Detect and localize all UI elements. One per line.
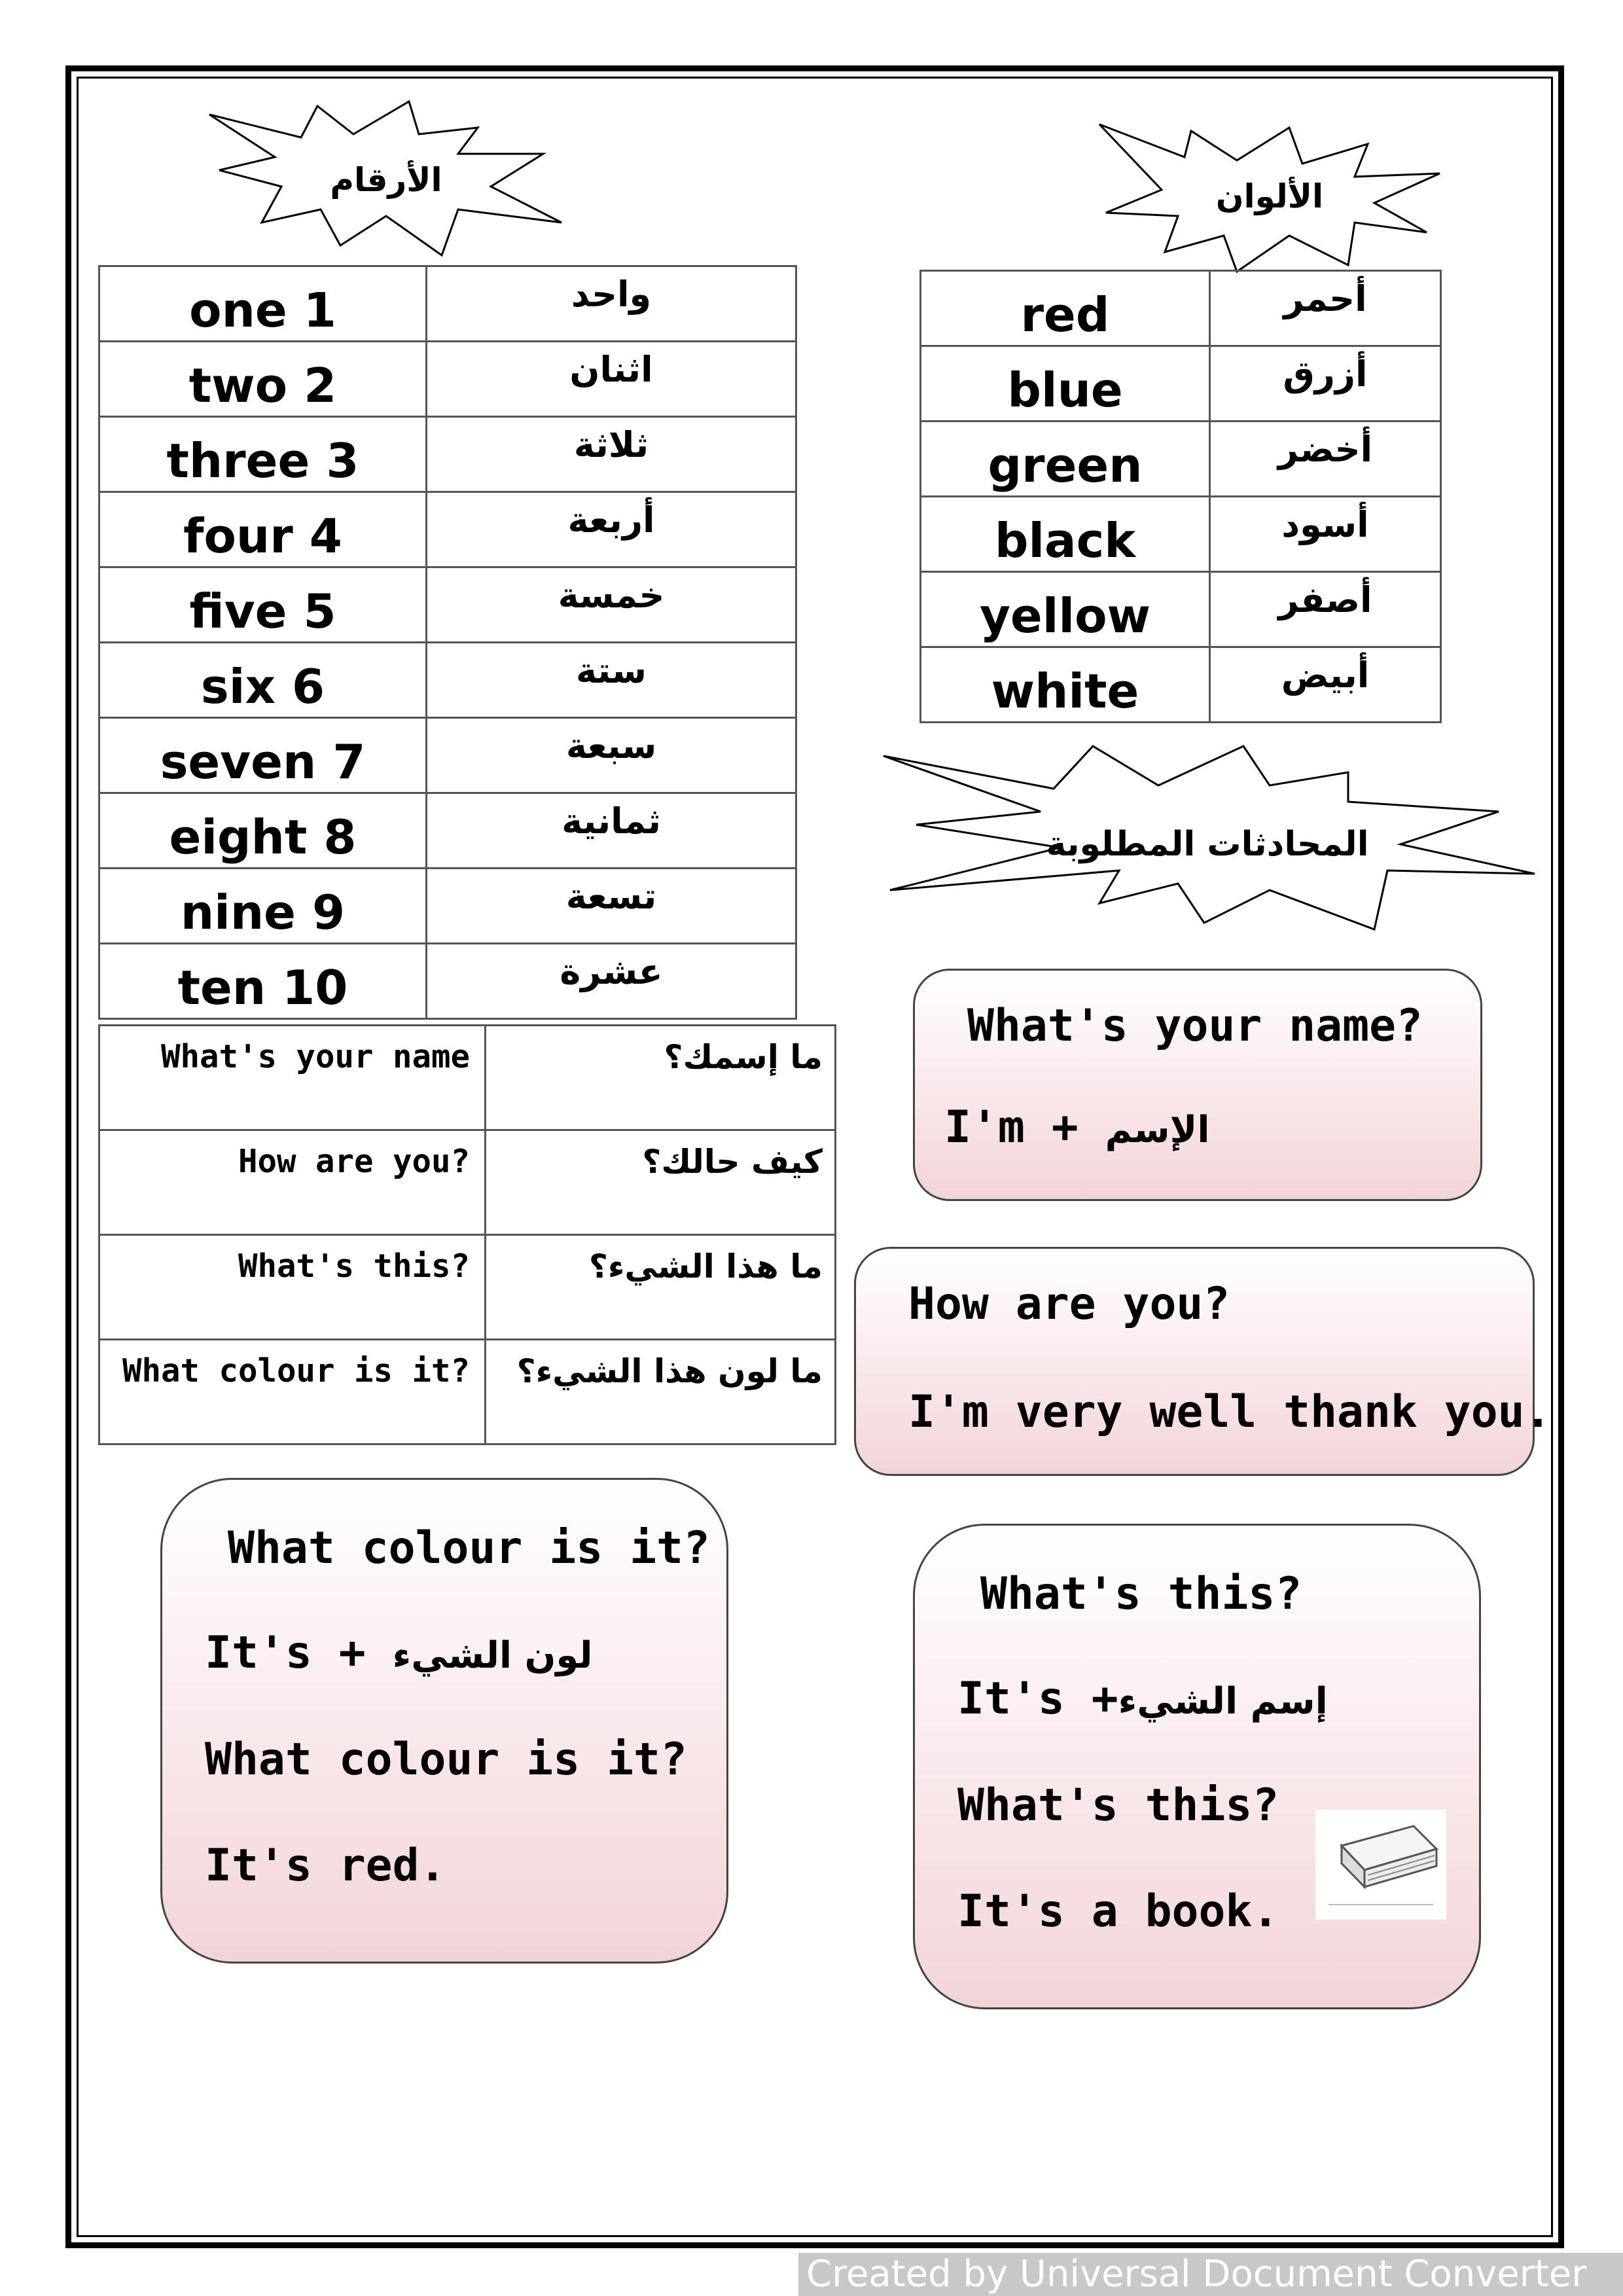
arabic-cell: تسعة [427, 869, 796, 944]
example-question: What's this? [957, 1780, 1279, 1831]
english-question-cell: What's your name [99, 1026, 486, 1130]
this-dialogue-bubble [913, 1524, 1481, 2009]
colours-table [919, 270, 1442, 723]
english-question-cell: What colour is it? [99, 1340, 486, 1444]
pattern-arabic: لون الشيء [392, 1634, 593, 1677]
table-row [99, 793, 796, 869]
table-row [99, 342, 796, 417]
bubble-pattern [205, 1627, 593, 1679]
table-row [99, 718, 796, 793]
name-dialogue-bubble [913, 969, 1482, 1201]
numbers-table [98, 265, 797, 1020]
table-row [99, 1340, 836, 1444]
bubble-question: What colour is it? [228, 1522, 710, 1574]
table-row [99, 1235, 836, 1340]
arabic-cell: أصفر [1210, 572, 1441, 647]
table-row [921, 647, 1441, 723]
table-row [99, 492, 796, 567]
arabic-cell: خمسة [427, 567, 796, 643]
table-row [99, 643, 796, 718]
english-cell: black [921, 497, 1210, 572]
table-row [99, 567, 796, 643]
colours-heading: الألوان [1215, 177, 1324, 215]
arabic-cell: أزرق [1210, 346, 1441, 422]
answer-arabic: الإسم [1105, 1109, 1210, 1151]
conversations-heading-burst [877, 740, 1538, 949]
table-row [921, 346, 1441, 422]
english-cell: white [921, 647, 1210, 723]
how-are-you-bubble [854, 1247, 1552, 1476]
colour-dialogue-bubble [160, 1478, 728, 1964]
questions-table [98, 1024, 836, 1445]
table-row [99, 266, 796, 342]
example-answer: It's a book. [957, 1886, 1279, 1937]
english-cell: ten 10 [99, 944, 427, 1019]
arabic-cell: أسود [1210, 497, 1441, 572]
example-answer: It's red. [205, 1840, 446, 1892]
book-icon [1315, 1810, 1446, 1920]
bubble-question: What's this? [980, 1568, 1302, 1620]
english-cell: yellow [921, 572, 1210, 647]
answer-english: I'm + [944, 1102, 1105, 1153]
english-cell: green [921, 422, 1210, 497]
table-row [921, 572, 1441, 647]
arabic-question-cell: ما إسمك؟ [486, 1026, 836, 1130]
arabic-cell: واحد [427, 266, 796, 342]
table-row [99, 417, 796, 492]
english-cell: red [921, 271, 1210, 346]
table-row [99, 1130, 836, 1235]
english-cell: two 2 [99, 342, 427, 417]
english-cell: nine 9 [99, 869, 427, 944]
arabic-cell: اثنان [427, 342, 796, 417]
english-cell: five 5 [99, 567, 427, 643]
pattern-arabic: إسم الشيء [1118, 1680, 1328, 1723]
table-row [99, 869, 796, 944]
english-cell: three 3 [99, 417, 427, 492]
colours-heading-burst [1093, 118, 1446, 275]
english-cell: eight 8 [99, 793, 427, 869]
arabic-cell: سبعة [427, 718, 796, 793]
table-row [99, 1026, 836, 1130]
english-cell: one 1 [99, 266, 427, 342]
bubble-answer: I'm very well thank you. [908, 1386, 1552, 1438]
arabic-question-cell: ما هذا الشيء؟ [486, 1235, 836, 1340]
book-illustration [1315, 1810, 1446, 1920]
bubble-pattern [957, 1673, 1328, 1725]
english-cell: blue [921, 346, 1210, 422]
numbers-heading-burst [203, 98, 569, 262]
bubble-question: How are you? [908, 1278, 1230, 1330]
bubble-question: What's your name? [967, 1000, 1423, 1052]
arabic-cell: ثلاثة [427, 417, 796, 492]
pattern-english: It's + [957, 1673, 1118, 1725]
english-cell: seven 7 [99, 718, 427, 793]
numbers-heading: الأرقام [330, 161, 442, 199]
table-row [921, 271, 1441, 346]
arabic-cell: أبيض [1210, 647, 1441, 723]
table-row [921, 422, 1441, 497]
arabic-cell: أخضر [1210, 422, 1441, 497]
arabic-cell: أربعة [427, 492, 796, 567]
english-question-cell: What's this? [99, 1235, 486, 1340]
table-row [99, 944, 796, 1019]
english-question-cell: How are you? [99, 1130, 486, 1235]
conversations-heading: المحادثات المطلوبة [1046, 825, 1369, 864]
english-cell: six 6 [99, 643, 427, 718]
pattern-english: It's + [205, 1627, 393, 1679]
arabic-cell: أحمر [1210, 271, 1441, 346]
arabic-cell: ثمانية [427, 793, 796, 869]
arabic-question-cell: ما لون هذا الشيء؟ [486, 1340, 836, 1444]
converter-watermark: Created by Universal Document Converter [798, 2253, 1623, 2296]
bubble-answer [944, 1102, 1210, 1153]
arabic-question-cell: كيف حالك؟ [486, 1130, 836, 1235]
arabic-cell: ستة [427, 643, 796, 718]
example-question: What colour is it? [205, 1734, 687, 1785]
english-cell: four 4 [99, 492, 427, 567]
arabic-cell: عشرة [427, 944, 796, 1019]
table-row [921, 497, 1441, 572]
